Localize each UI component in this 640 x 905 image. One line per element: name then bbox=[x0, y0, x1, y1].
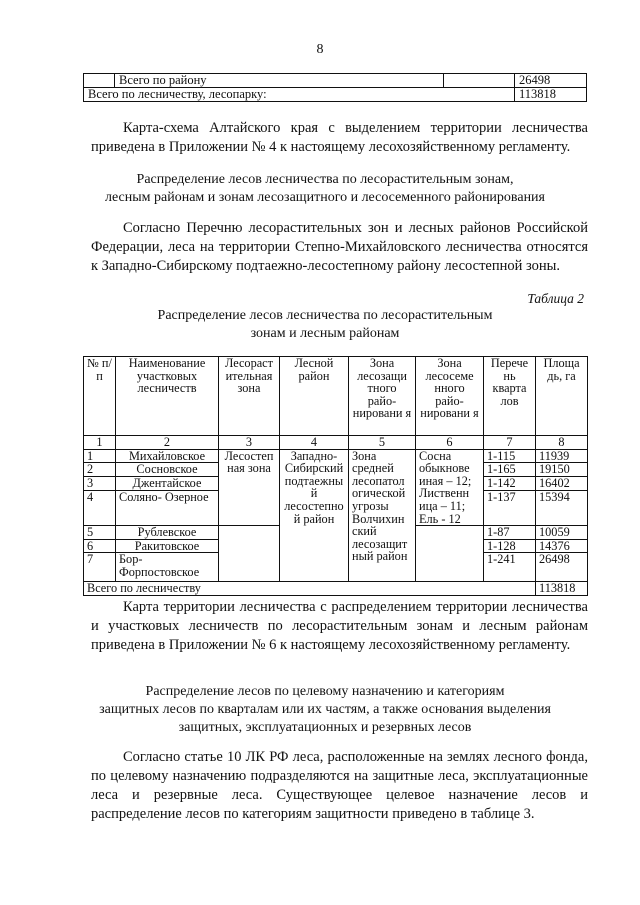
table-title bbox=[60, 307, 590, 343]
column-header: Лесной район bbox=[280, 357, 349, 436]
area: 11939 bbox=[536, 449, 588, 463]
row-number: 6 bbox=[84, 539, 116, 553]
area: 15394 bbox=[536, 491, 588, 526]
table-cell bbox=[444, 74, 515, 88]
forestry-name: Рублевское bbox=[116, 526, 219, 540]
forestry-name: Бор- Форпостовское bbox=[116, 553, 219, 582]
forest-district: Западно- Сибирский подтаежны й лесостепно й район bbox=[280, 449, 349, 582]
quarters: 1-115 bbox=[484, 449, 536, 463]
column-header: № п/п bbox=[84, 357, 116, 436]
table-cell: Всего по лесничеству, лесопарку: bbox=[84, 88, 515, 102]
area: 19150 bbox=[536, 463, 588, 477]
row-number: 7 bbox=[84, 553, 116, 582]
section-heading bbox=[60, 171, 590, 207]
heading-line: лесным районам и зонам лесозащитного и лесосеменного районирования bbox=[105, 190, 545, 205]
quarters: 1-241 bbox=[484, 553, 536, 582]
row-number: 3 bbox=[84, 477, 116, 491]
quarters: 1-128 bbox=[484, 539, 536, 553]
forest-zone: Лесостеп ная зона bbox=[219, 449, 280, 526]
column-header: Лесораст ительная зона bbox=[219, 357, 280, 436]
row-number: 4 bbox=[84, 491, 116, 526]
section-heading bbox=[60, 683, 590, 737]
quarters: 1-142 bbox=[484, 477, 536, 491]
column-number: 6 bbox=[416, 436, 484, 450]
table-cell: 26498 bbox=[515, 74, 587, 88]
table-caption: Таблица 2 bbox=[527, 291, 584, 306]
seed-zone: Сосна обыкнове иная – 12; Лиственн ица – 11; Ель - 12 bbox=[416, 449, 484, 526]
forest-distribution-table bbox=[83, 356, 588, 596]
table-row bbox=[84, 74, 587, 88]
column-number: 2 bbox=[116, 436, 219, 450]
paragraph: Согласно Перечню лесорастительных зон и лесных районов Российской Федерации, леса на территории Степно-Михайловского лесничества относятся к Западно-Сибирскому подтаежно-лесостепному району лесостепной зоны. bbox=[91, 220, 588, 274]
heading-line: защитных, эксплуатационных и резервных лесов bbox=[178, 720, 472, 735]
quarters: 1-165 bbox=[484, 463, 536, 477]
total-row bbox=[84, 582, 588, 596]
column-number: 4 bbox=[280, 436, 349, 450]
column-header: Зона лесозащи тного райо- нировани я bbox=[349, 357, 416, 436]
quarters: 1-87 bbox=[484, 526, 536, 540]
row-number: 5 bbox=[84, 526, 116, 540]
forestry-name: Ракитовское bbox=[116, 539, 219, 553]
heading-line: Распределение лесов по целевому назначению и категориям bbox=[145, 684, 505, 699]
column-header: Зона лесосеме нного райо- нировани я bbox=[416, 357, 484, 436]
forestry-name: Михайловское bbox=[116, 449, 219, 463]
forestry-name: Джентайское bbox=[116, 477, 219, 491]
paragraph: Карта территории лесничества с распределением территории лесничества и участковых лесничеств по лесорастительным зонам и лесным районам приведена в Приложении № 6 к настоящему лесохозяйственному регламенту. bbox=[91, 599, 588, 653]
title-line: зонам и лесным районам bbox=[250, 326, 400, 341]
header-row bbox=[84, 357, 588, 436]
column-header: Перече нь кварта лов bbox=[484, 357, 536, 436]
area: 26498 bbox=[536, 553, 588, 582]
protection-zone: Зона средней лесопатол огической угрозы Волчихин ский лесозащит ный район bbox=[349, 449, 416, 582]
quarters: 1-137 bbox=[484, 491, 536, 526]
table-cell bbox=[84, 74, 115, 88]
area: 14376 bbox=[536, 539, 588, 553]
summary-table bbox=[83, 73, 587, 102]
heading-line: Распределение лесов лесничества по лесорастительным зонам, bbox=[136, 172, 514, 187]
page-number: 8 bbox=[316, 42, 324, 57]
column-header: Наименование участковых лесничеств bbox=[116, 357, 219, 436]
table-cell-empty bbox=[416, 526, 484, 582]
column-number-row bbox=[84, 436, 588, 450]
column-number: 3 bbox=[219, 436, 280, 450]
forestry-name: Сосновское bbox=[116, 463, 219, 477]
heading-line: защитных лесов по кварталам или их частям, а также основания выделения bbox=[99, 702, 551, 717]
row-number: 1 bbox=[84, 449, 116, 463]
title-line: Распределение лесов лесничества по лесорастительным bbox=[157, 308, 493, 323]
column-number: 7 bbox=[484, 436, 536, 450]
column-number: 5 bbox=[349, 436, 416, 450]
table-row bbox=[84, 88, 587, 102]
row-number: 2 bbox=[84, 463, 116, 477]
total-value: 113818 bbox=[536, 582, 588, 596]
forestry-name: Соляно- Озерное bbox=[116, 491, 219, 526]
column-number: 8 bbox=[536, 436, 588, 450]
column-header: Площа дь, га bbox=[536, 357, 588, 436]
paragraph: Согласно статье 10 ЛК РФ леса, расположенные на землях лесного фонда, по целевому назначению подразделяются на защитные леса, эксплуатационные леса и резервные леса. Существующее целевое назначение лесов и распределение лесов по категориям защитности приведено в таблице 3. bbox=[91, 749, 588, 822]
table-cell: 113818 bbox=[515, 88, 587, 102]
total-label: Всего по лесничеству bbox=[84, 582, 536, 596]
table-row bbox=[84, 449, 588, 463]
column-number: 1 bbox=[84, 436, 116, 450]
area: 10059 bbox=[536, 526, 588, 540]
table-cell-empty bbox=[219, 526, 280, 582]
table-cell: Всего по району bbox=[115, 74, 444, 88]
paragraph: Карта-схема Алтайского края с выделением территории лесничества приведена в Приложении № 4 к настоящему лесохозяйственному регламенту. bbox=[91, 120, 588, 155]
area: 16402 bbox=[536, 477, 588, 491]
